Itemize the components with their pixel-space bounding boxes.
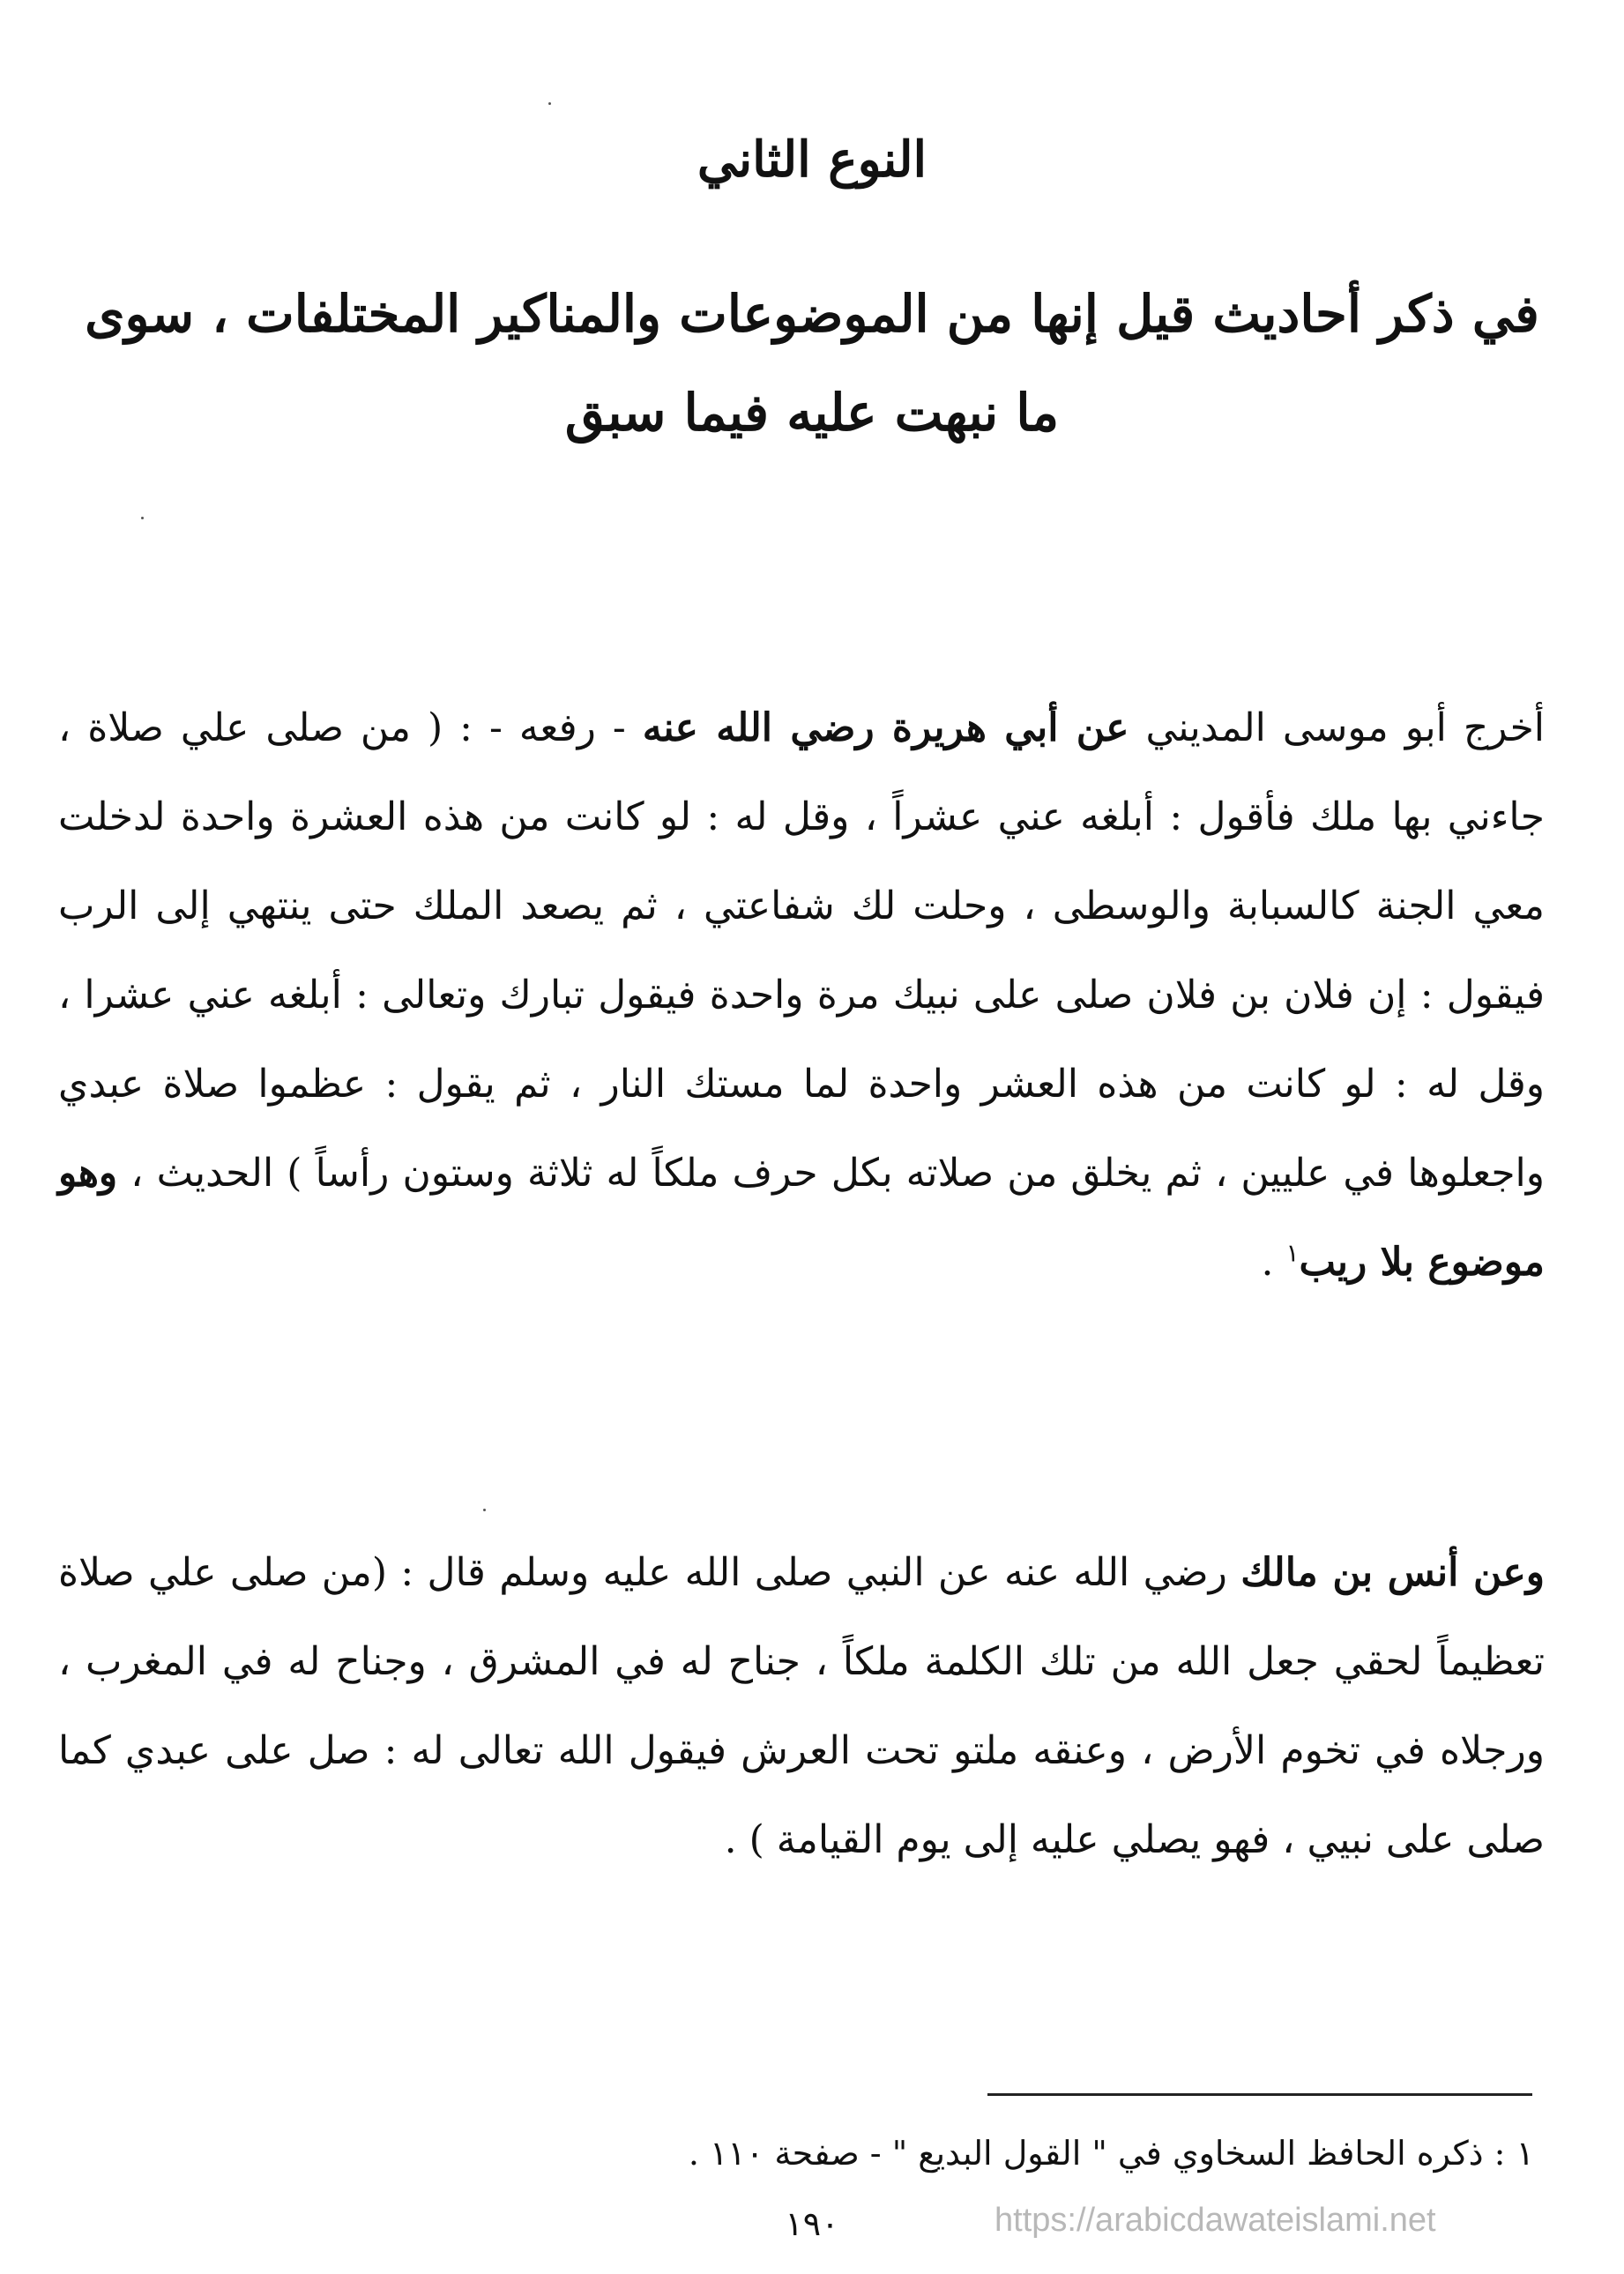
scan-speck — [483, 1509, 486, 1511]
hadith-verdict: وهو موضوع بلا ريب — [58, 1151, 1545, 1285]
paragraph-text: رضي الله عنه عن النبي صلى الله عليه وسلم قال : (من صلى علي صلاة تعظيماً لحقي جعل الله من تلك الكلمة ملكاً ، جناح له في المشرق ، وجناح له في المغرب ، ورجلاه في تخوم الأرض ، وعنقه ملتو تحت العرش فيقول الله تعالى له : صل على عبدي كما صلى على نبيي ، فهو يصلي عليه إلى يوم القيامة ) . — [58, 1550, 1545, 1862]
paragraph-abu-hurayra — [58, 683, 1545, 1307]
narrator-name: وعن أنس بن مالك — [1240, 1550, 1545, 1595]
section-type-title: النوع الثاني — [697, 130, 927, 189]
page-number: ١٩٠ — [785, 2204, 839, 2243]
paragraph-text: أخرج أبو موسى المديني — [1129, 705, 1546, 750]
scan-speck — [548, 102, 551, 105]
paragraph-text: - رفعه - : ( من صلى علي صلاة ، جاءني بها ملك فأقول : أبلغه عني عشراً ، وقل له : لو كانت من هذه العشرة واحدة لدخلت معي الجنة كالسبابة والوسطى ، وحلت لك شفاعتي ، ثم يصعد الملك حتى ينتهي إلى الرب فيقول : إن فلان بن فلان صلى على نبيك مرة واحدة فيقول تبارك وتعالى : أبلغه عني عشرا ، وقل له : لو كانت من هذه العشر واحدة لما مستك النار ، ثم يقول : عظموا صلاة عبدي واجعلوها في عليين ، ثم يخلق من صلاته بكل حرف ملكاً له ثلاثة وستون رأساً ) الحديث ، — [58, 705, 1545, 1196]
scan-speck — [141, 517, 144, 519]
section-subtitle: في ذكر أحاديث قيل إنها من الموضوعات والمناكير المختلفات ، سوى ما نبهت عليه فيما سبق — [85, 284, 1539, 443]
footnote-text: ١ : ذكره الحافظ السخاوي في " القول البديع " - صفحة ١١٠ . — [688, 2134, 1534, 2173]
footnote-divider — [987, 2093, 1532, 2096]
narrator-name: عن أبي هريرة رضي الله عنه — [642, 705, 1129, 750]
paragraph-anas — [58, 1528, 1545, 1884]
source-watermark: https://arabicdawateislami.net — [995, 2202, 1436, 2239]
paragraph-text: . — [1261, 1240, 1286, 1285]
footnote-reference[interactable]: ١ — [1285, 1238, 1300, 1268]
